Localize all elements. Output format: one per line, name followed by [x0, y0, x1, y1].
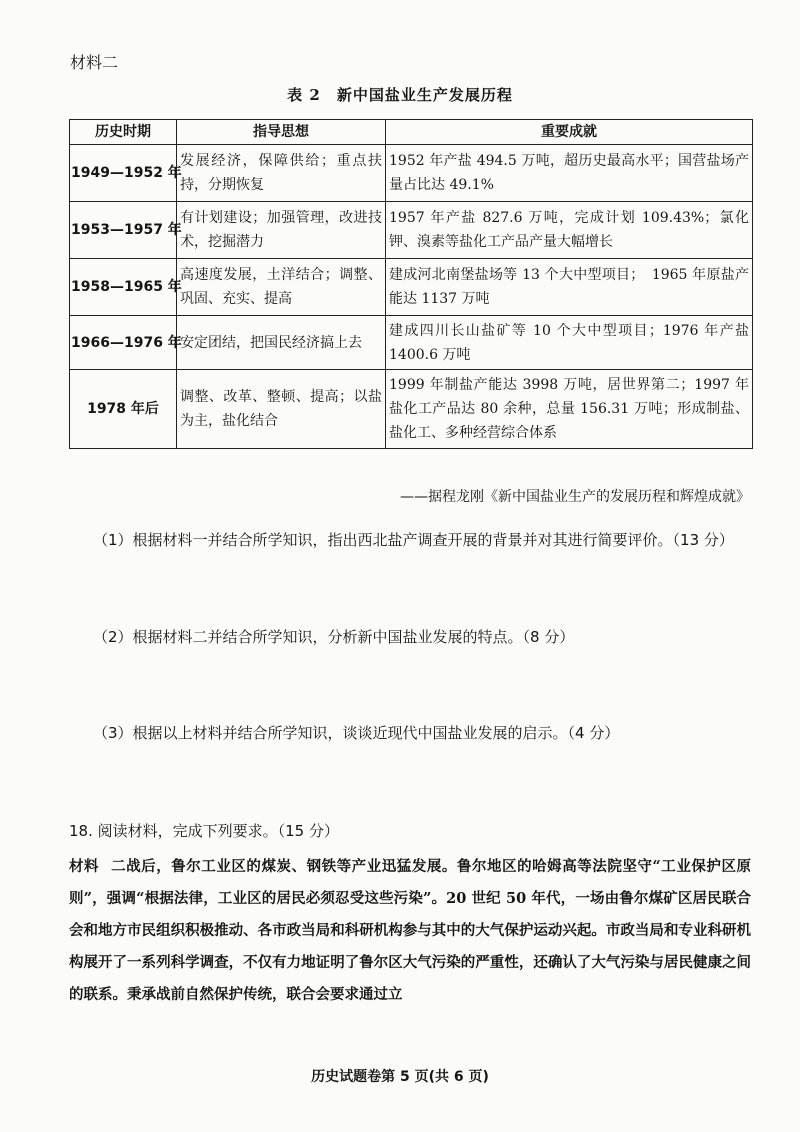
cell-achievement: 1999 年制盐产能达 3998 万吨，居世界第二；1997 年盐化工产品达 80 余种，总量 156.31 万吨；形成制盐、盐化工、多种经营综合体系 — [386, 370, 753, 449]
table-row — [70, 202, 753, 259]
header-achievement: 重要成就 — [386, 120, 753, 145]
header-period: 历史时期 — [70, 120, 177, 145]
cell-idea: 有计划建设；加强管理，改进技术，挖掘潜力 — [177, 202, 386, 259]
cell-achievement: 1952 年产盐 494.5 万吨，超历史最高水平；国营盐场产量占比达 49.1% — [386, 145, 753, 202]
cell-idea: 安定团结，把国民经济搞上去 — [177, 316, 386, 370]
cell-achievement: 1957 年产盐 827.6 万吨，完成计划 109.43%；氯化钾、溴素等盐化工产品产量大幅增长 — [386, 202, 753, 259]
cell-achievement: 建成河北南堡盐场等 13 个大中型项目； 1965 年原盐产能达 1137 万吨 — [386, 259, 753, 316]
table-title: 表 2 新中国盐业生产发展历程 — [287, 86, 513, 104]
cell-period: 1978 年后 — [70, 370, 177, 449]
question-18-heading: 18. 阅读材料，完成下列要求。（15 分） — [69, 822, 339, 840]
question-18-material — [69, 851, 751, 1011]
table-row — [70, 259, 753, 316]
table-source-citation: ——据程龙刚《新中国盐业生产的发展历程和辉煌成就》 — [400, 489, 750, 505]
table-row — [70, 316, 753, 370]
table-row — [70, 370, 753, 449]
cell-period: 1958—1965 年 — [70, 259, 177, 316]
cell-period: 1966—1976 年 — [70, 316, 177, 370]
material-two-label: 材料二 — [70, 53, 119, 72]
header-idea: 指导思想 — [177, 120, 386, 145]
question-2: （2）根据材料二并结合所学知识，分析新中国盐业发展的特点。（8 分） — [93, 628, 575, 646]
page-footer: 历史试题卷第 5 页(共 6 页) — [311, 1069, 489, 1085]
question-1: （1）根据材料一并结合所学知识，指出西北盐产调查开展的背景并对其进行简要评价。（13 分） — [93, 531, 734, 549]
cell-idea: 发展经济，保障供给；重点扶持，分期恢复 — [177, 145, 386, 202]
material-text: 二战后，鲁尔工业区的煤炭、钢铁等产业迅猛发展。鲁尔地区的哈姆高等法院坚守“工业保护区原则”，强调“根据法律，工业区的居民必须忍受这些污染”。20 世纪 50 年代，一场由鲁尔煤矿区居民联合会和地方市民组织积极推动、各市政当局和科研机构参与其中的大气保护运动兴起。市政当局和专业科研机构展开了一系列科学调查，不仅有力地证明了鲁尔区大气污染的严重性，还确认了大气污染与居民健康之间的联系。秉承战前自然保护传统，联合会要求通过立 — [69, 858, 751, 1003]
cell-achievement: 建成四川长山盐矿等 10 个大中型项目；1976 年产盐 1400.6 万吨 — [386, 316, 753, 370]
question-3: （3）根据以上材料并结合所学知识，谈谈近现代中国盐业发展的启示。（4 分） — [93, 724, 620, 742]
cell-idea: 调整、改革、整顿、提高；以盐为主，盐化结合 — [177, 370, 386, 449]
salt-history-table — [69, 119, 753, 449]
table-header-row — [70, 120, 753, 145]
material-lead-label: 材料 — [69, 859, 100, 875]
table-row — [70, 145, 753, 202]
cell-period: 1953—1957 年 — [70, 202, 177, 259]
cell-idea: 高速度发展，土洋结合；调整、巩固、充实、提高 — [177, 259, 386, 316]
cell-period: 1949—1952 年 — [70, 145, 177, 202]
